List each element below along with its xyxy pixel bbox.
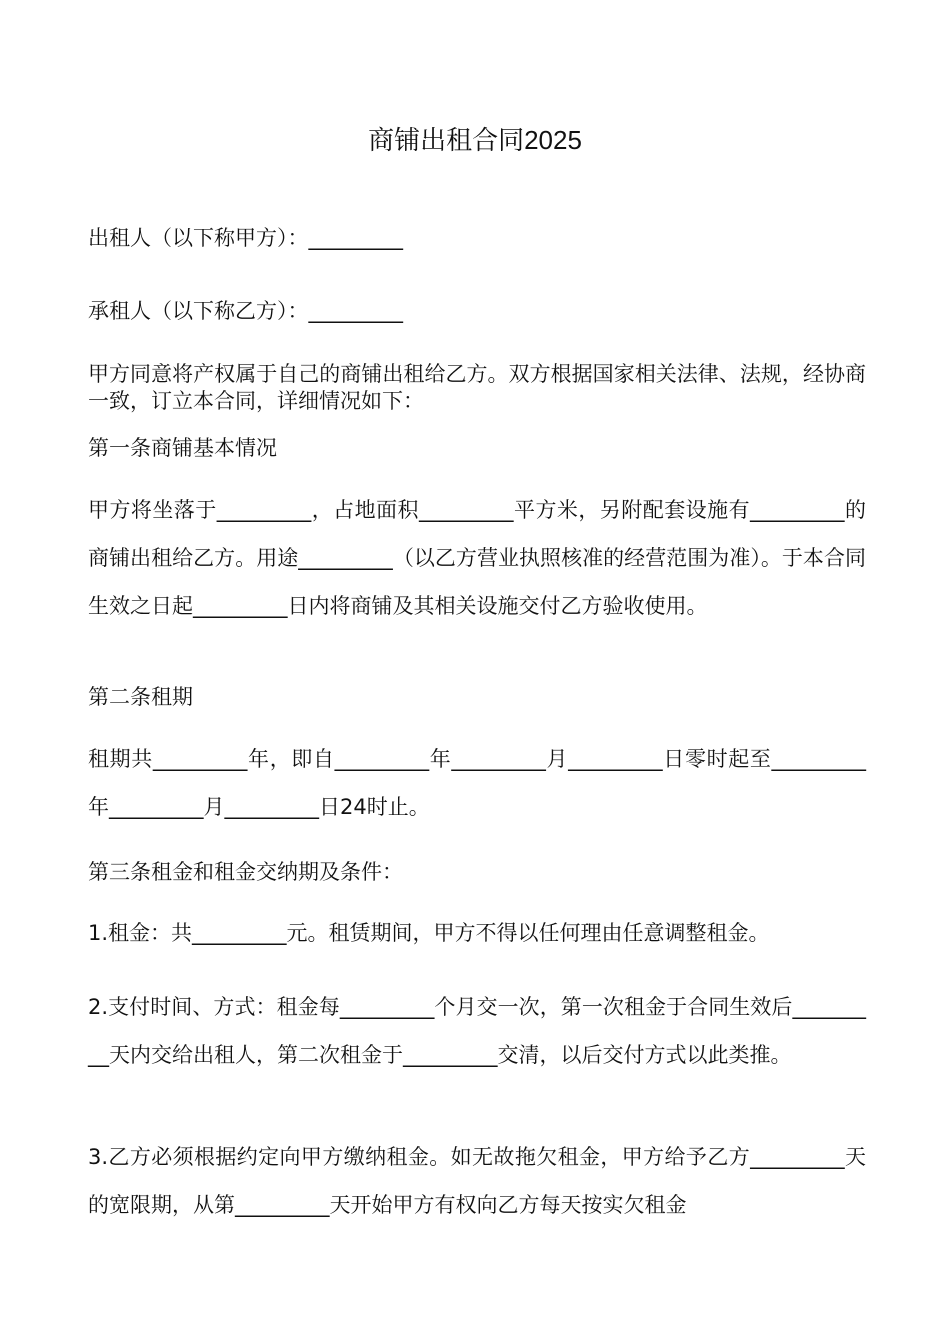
document-title: 商铺出租合同2025 (368, 125, 582, 155)
article1-body: 甲方将坐落于_________，占地面积_________平方米，另附配套设施有_________的商铺出租给乙方。用途_________（以乙方营业执照核准的经营范围为准）。于本合同生效之日起_________日内将商铺及其相关设施交付乙方验收使用。 (88, 498, 866, 618)
lessee-line: 承租人（以下称乙方）：_________ (88, 299, 403, 323)
article2-heading: 第二条租期 (88, 685, 193, 709)
lessor-line: 出租人（以下称甲方）：_________ (88, 226, 403, 250)
article2-body: 租期共_________年，即自_________年_________月_________日零时起至_________年_________月_________日24时止。 (88, 747, 866, 819)
article3-heading: 第三条租金和租金交纳期及条件： (88, 860, 403, 884)
clause-1: 1.租金：共_________元。租赁期间，甲方不得以任何理由任意调整租金。 (88, 921, 770, 945)
article1-heading: 第一条商铺基本情况 (88, 436, 277, 460)
intro-paragraph: 甲方同意将产权属于自己的商铺出租给乙方。双方根据国家相关法律、法规，经协商一致，订立本合同，详细情况如下： (88, 362, 866, 413)
clause-2: 2.支付时间、方式：租金每_________个月交一次，第一次租金于合同生效后_________天内交给出租人，第二次租金于_________交清，以后交付方式以此类推。 (88, 995, 866, 1067)
clause-3: 3.乙方必须根据约定向甲方缴纳租金。如无故拖欠租金，甲方给予乙方_________天的宽限期，从第_________天开始甲方有权向乙方每天按实欠租金 (88, 1145, 866, 1217)
